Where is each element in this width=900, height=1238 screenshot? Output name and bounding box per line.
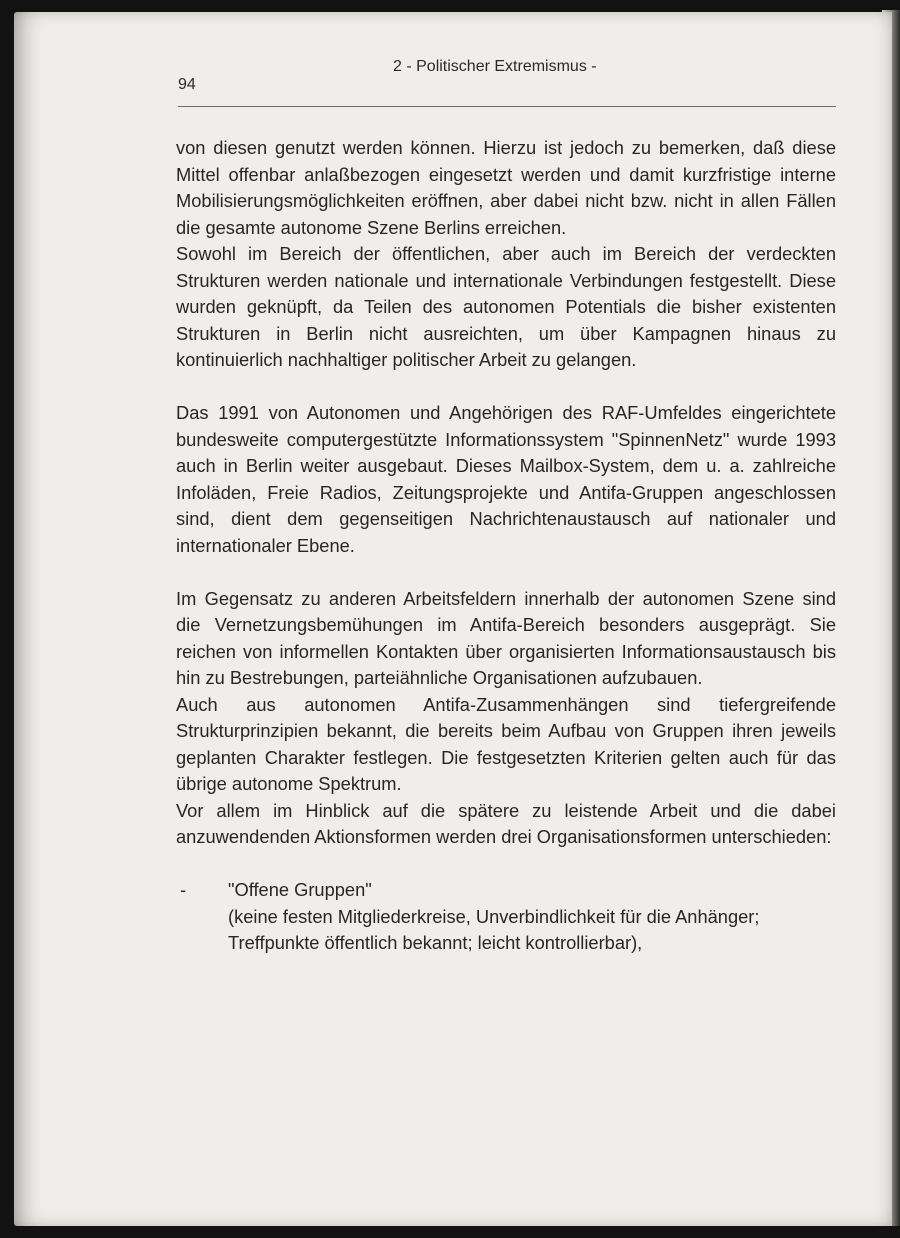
list-item-offene-gruppen — [176, 877, 836, 957]
page-header — [178, 58, 836, 107]
paragraph-1: von diesen genutzt werden können. Hierzu ist jedoch zu bemerken, daß diese Mittel offenbar anlaßbezogen eingesetzt werden und damit kurzfristige interne Mobilisierungsmöglichkeiten eröffnen, aber dabei nicht bzw. nicht in allen Fällen die gesamte autonome Szene Berlins erreichen. — [176, 137, 836, 238]
paragraph-6: Vor allem im Hinblick auf die spätere zu leistende Arbeit und die dabei anzuwendenden Aktionsformen werden drei Organisationsformen unterschieden: — [176, 799, 836, 847]
page-number: 94 — [178, 76, 196, 93]
paragraph-3: Das 1991 von Autonomen und Angehörigen des RAF-Umfeldes eingerichtete bundesweite computergestützte Informationssystem "SpinnenNetz" wurde 1993 auch in Berlin weiter ausgebaut. Dieses Mailbox-System, dem u. a. zahlreiche Infoläden, Freie Radios, Zeitungsprojekte und Antifa-Gruppen angeschlossen sind, dient dem gegenseitigen Nachrichtenaustausch auf nationaler und internationaler Ebene. — [176, 402, 836, 556]
paragraph-2: Sowohl im Bereich der öffentlichen, aber auch im Bereich der verdeckten Strukturen werden nationale und internationale Verbindungen festgestellt. Diese wurden geknüpft, da Teilen des autonomen Potentials die bisher existenten Strukturen in Berlin nicht ausreichten, um über Kampagnen hinaus zu kontinuierlich nachhaltiger politischer Arbeit zu gelangen. — [176, 243, 836, 370]
document-body — [176, 135, 836, 957]
list-item-title: "Offene Gruppen" — [228, 879, 372, 900]
running-title: 2 - Politischer Extremismus - — [393, 58, 597, 75]
list-item-description: (keine festen Mitgliederkreise, Unverbindlichkeit für die Anhänger; Treffpunkte öffentlich bekannt; leicht kontrollierbar), — [228, 905, 760, 953]
list-bullet: - — [180, 879, 187, 900]
paragraph-4: Im Gegensatz zu anderen Arbeitsfeldern innerhalb der autonomen Szene sind die Vernetzungsbemühungen im Antifa-Bereich besonders ausgeprägt. Sie reichen von informellen Kontakten über organisierten Informationsaustausch bis hin zu Bestrebungen, parteiähnliche Organisationen aufzubauen. — [176, 587, 836, 688]
paragraph-5: Auch aus autonomen Antifa-Zusammenhängen sind tiefergreifende Strukturprinzipien bekannt, die bereits beim Aufbau von Gruppen ihren jeweils geplanten Charakter festlegen. Die festgesetzten Kriterien gelten auch für das übrige autonome Spektrum. — [176, 693, 836, 794]
